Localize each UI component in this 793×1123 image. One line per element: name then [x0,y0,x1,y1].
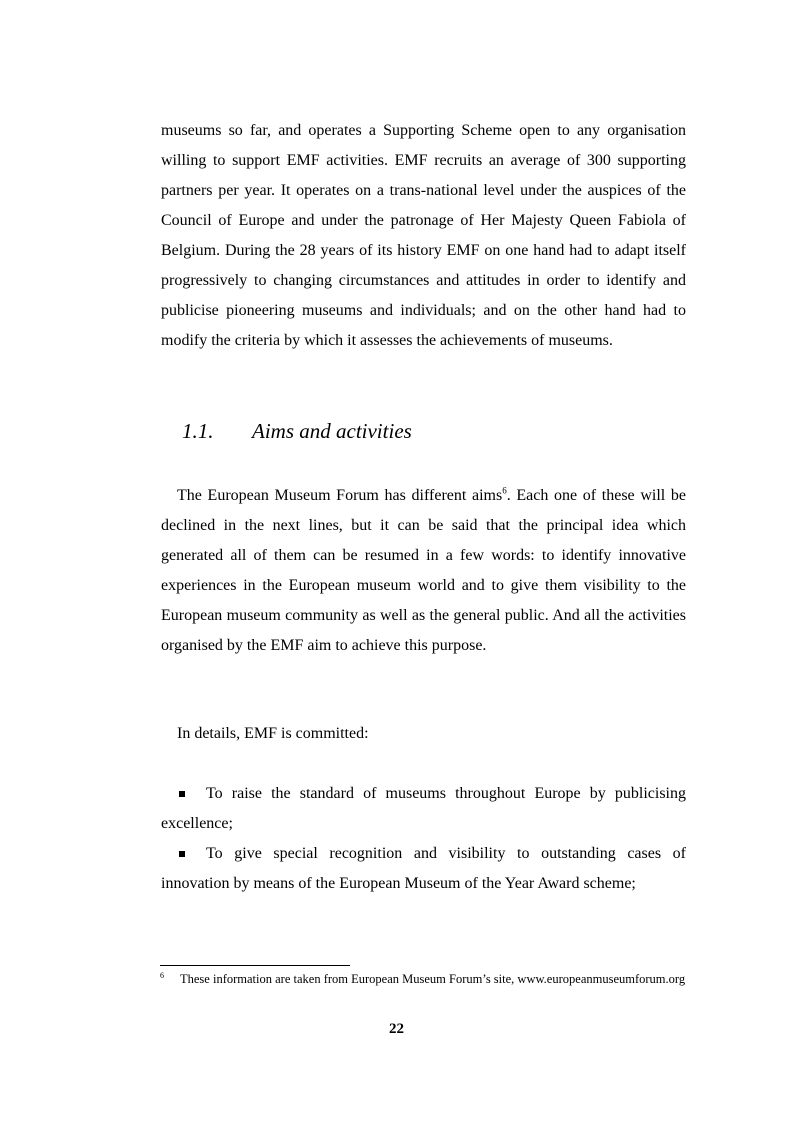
square-bullet-icon [179,851,185,857]
list-item-text: To raise the standard of museums throughout Europe by publicising excellence; [161,785,686,832]
section-heading [182,416,412,446]
footnote [160,971,686,987]
aims-paragraph-lead: The European Museum Forum has different aims [177,487,503,504]
intro-paragraph: museums so far, and operates a Supporting Scheme open to any organisation willing to support EMF activities. EMF recruits an average of 300 supporting partners per year. It operates on a trans-national level under the auspices of the Council of Europe and under the patronage of Her Majesty Queen Fabiola of Belgium. During the 28 years of its history EMF on one hand had to adapt itself progressively to changing circumstances and attitudes in order to identify and publicise pioneering museums and individuals; and on the other hand had to modify the criteria by which it assesses the achievements of museums. [161,122,686,349]
footnote-reference: 6 [502,485,507,496]
footnote-divider [160,965,350,966]
square-bullet-icon [179,791,185,797]
list-item [161,779,686,839]
aims-paragraph [161,481,686,661]
aims-paragraph-rest: . Each one of these will be declined in the next lines, but it can be said that the principal idea which generated all of them can be resumed in a few words: to identify innovative experiences in the European museum world and to give them visibility to the European museum community as well as the general public. And all the activities organised by the EMF aim to achieve this purpose. [161,487,686,654]
list-item-text: To give special recognition and visibility to outstanding cases of innovation by means of the European Museum of the Year Award scheme; [161,845,686,892]
section-title: Aims and activities [252,419,412,443]
commitments-list [161,779,686,899]
page-number: 22 [389,1021,404,1037]
footnote-mark: 6 [160,970,164,980]
footnote-text: These information are taken from European Museum Forum’s site, www.europeanmuseumforum.org [180,972,686,986]
section-number: 1.1. [182,419,214,443]
list-item [161,839,686,899]
details-paragraph: In details, EMF is committed: [177,725,369,742]
